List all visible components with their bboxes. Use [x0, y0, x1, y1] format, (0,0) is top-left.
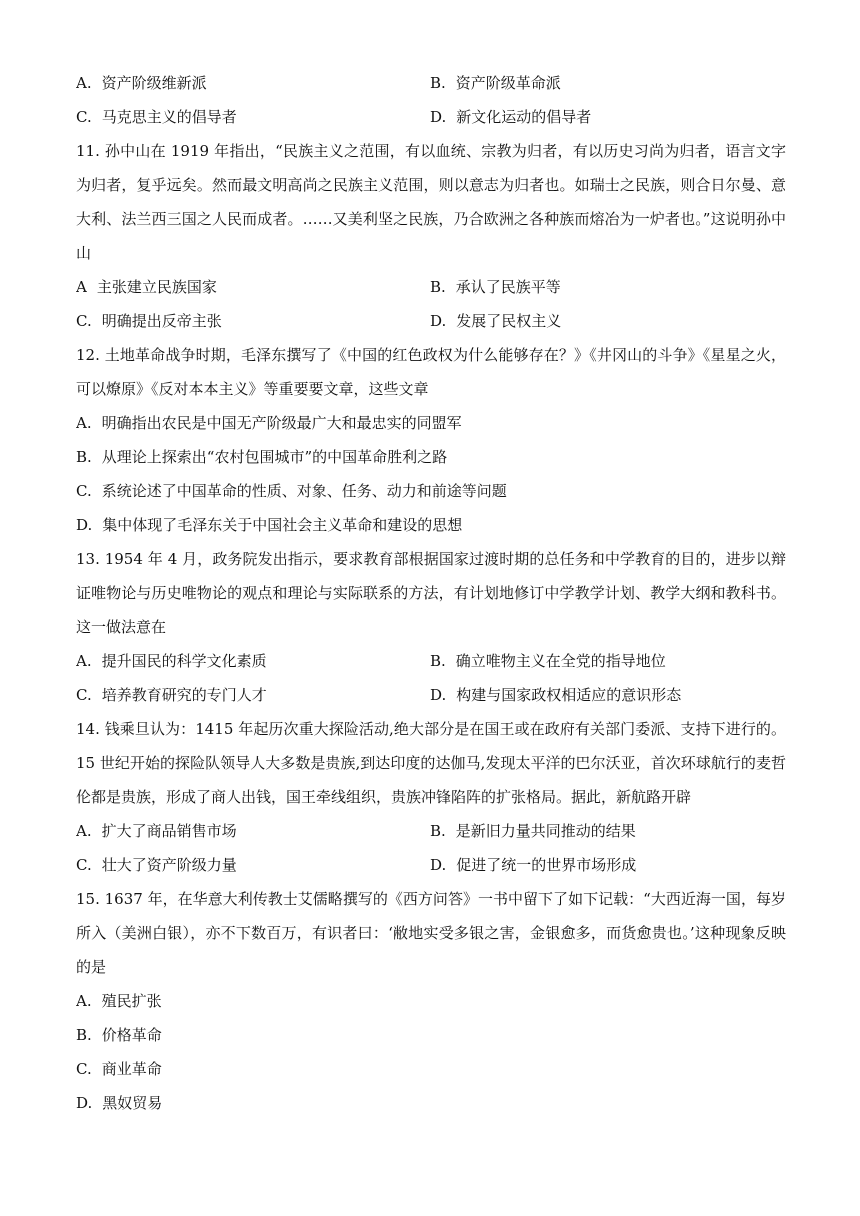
q11-options-row-2: [76, 304, 786, 338]
q11-option-a: A 主张建立民族国家: [76, 278, 217, 296]
q14-stem: 14. 钱乘旦认为：1415 年起历次重大探险活动,绝大部分是在国王或在政府有关部门委派、支持下进行的。15 世纪开始的探险队领导人大多数是贵族,到达印度的达伽马,发现太平洋的巴尔沃亚，首次环球航行的麦哲伦都是贵族，形成了商人出钱，国王牵线组织，贵族冲锋陷阵的扩张格局。据此，新航路开辟: [76, 720, 786, 806]
q11-option-d: D. 发展了民权主义: [430, 312, 562, 330]
q14-option-d: D. 促进了统一的世界市场形成: [430, 856, 637, 874]
q15-option-d: D. 黑奴贸易: [76, 1094, 163, 1112]
q10-option-a: A. 资产阶级维新派: [76, 74, 207, 92]
q14-options-row-1: [76, 814, 786, 848]
q15-option-b: B. 价格革命: [76, 1026, 162, 1044]
q15-option-a: A. 殖民扩张: [76, 992, 162, 1010]
q13-option-a: A. 提升国民的科学文化素质: [76, 652, 267, 670]
q11-option-c: C. 明确提出反帝主张: [76, 312, 222, 330]
q12-option-d: D. 集中体现了毛泽东关于中国社会主义革命和建设的思想: [76, 516, 463, 534]
q10-options-row-2: [76, 100, 786, 134]
q14-option-c: C. 壮大了资产阶级力量: [76, 856, 237, 874]
q13-option-c: C. 培养教育研究的专门人才: [76, 686, 267, 704]
q14-options-row-2: [76, 848, 786, 882]
q12-option-b: B. 从理论上探索出“农村包围城市”的中国革命胜利之路: [76, 448, 448, 466]
q13-options-row-1: [76, 644, 786, 678]
q10-option-c: C. 马克思主义的倡导者: [76, 108, 237, 126]
q13-stem: 13. 1954 年 4 月，政务院发出指示，要求教育部根据国家过渡时期的总任务和中学教育的目的，进步以辩证唯物论与历史唯物论的观点和理论与实际联系的方法，有计划地修订中学教学计划、教学大纲和教科书。这一做法意在: [76, 550, 786, 636]
q12-option-a: A. 明确指出农民是中国无产阶级最广大和最忠实的同盟军: [76, 414, 462, 432]
q11-stem: 11. 孙中山在 1919 年指出，“民族主义之范围，有以血统、宗教为归者，有以历史习尚为归者，语言文字为归者，复乎远矣。然而最文明高尚之民族主义范围，则以意志为归者也。如瑞士之民族，则合日尔曼、意大利、法兰西三国之人民而成者。……又美利坚之民族，乃合欧洲之各种族而熔冶为一炉者也。”这说明孙中山: [76, 142, 786, 262]
q15-option-c: C. 商业革命: [76, 1060, 162, 1078]
q13-option-b: B. 确立唯物主义在全党的指导地位: [430, 652, 666, 670]
q10-option-d: D. 新文化运动的倡导者: [430, 108, 592, 126]
q10-option-b: B. 资产阶级革命派: [430, 74, 561, 92]
q12-stem: 12. 土地革命战争时期，毛泽东撰写了《中国的红色政权为什么能够存在？》《井冈山的斗争》《星星之火，可以燎原》《反对本本主义》等重要要文章，这些文章: [76, 346, 786, 398]
q14-option-a: A. 扩大了商品销售市场: [76, 822, 237, 840]
q11-options-row-1: [76, 270, 786, 304]
exam-page: [76, 66, 786, 1120]
q15-stem: 15. 1637 年，在华意大利传教士艾儒略撰写的《西方问答》一书中留下了如下记载：“大西近海一国，每岁所入（美洲白银），亦不下数百万，有识者曰：‘敝地实受多银之害，金银愈多，而货愈贵也。’这种现象反映的是: [76, 890, 786, 976]
q13-option-d: D. 构建与国家政权相适应的意识形态: [430, 686, 682, 704]
q10-options-row-1: [76, 66, 786, 100]
q13-options-row-2: [76, 678, 786, 712]
q14-option-b: B. 是新旧力量共同推动的结果: [430, 822, 636, 840]
q12-option-c: C. 系统论述了中国革命的性质、对象、任务、动力和前途等问题: [76, 482, 507, 500]
q11-option-b: B. 承认了民族平等: [430, 278, 561, 296]
